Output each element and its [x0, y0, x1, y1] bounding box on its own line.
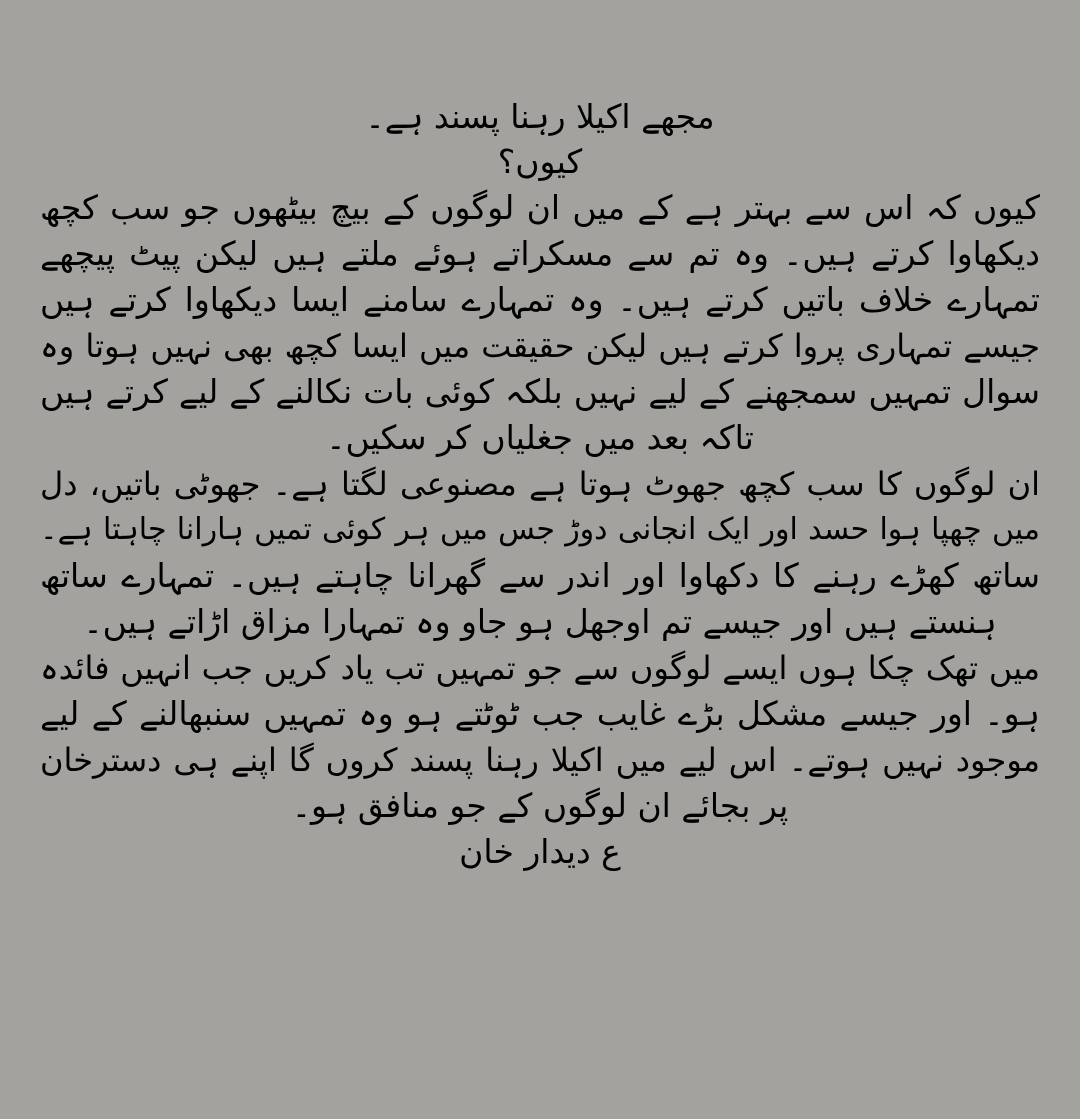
poem-line: ہو۔ اور جیسے مشکل بڑے غایب جب ٹوٹتے ہو وہ تمہیں سنبھالنے کے لیے: [40, 694, 1040, 733]
poem-line: پر بجائے ان لوگوں کے جو منافق ہو۔: [291, 786, 789, 825]
poem-signature: ع دیدار خان: [459, 832, 621, 871]
poem-line: میں تھک چکا ہوں ایسے لوگوں سے جو تمہیں تب یاد کریں جب انہیں فائدہ: [40, 649, 1040, 687]
poem-line: تمہارے خلاف باتیں کرتے ہیں۔ وہ تمہارے سامنے ایسا دیکھاوا کرتے ہیں: [40, 280, 1040, 319]
poem-line: ساتھ کھڑے رہنے کا دکھاوا اور اندر سے گھرانا چاہتے ہیں۔ تمہارے ساتھ: [40, 556, 1040, 595]
poem-question: کیوں؟: [497, 142, 583, 181]
poem-line: موجود نہیں ہوتے۔ اس لیے میں اکیلا رہنا پسند کروں گا اپنے ہی دسترخان: [40, 741, 1040, 779]
poem-line: دیکھاوا کرتے ہیں۔ وہ تم سے مسکراتے ہوئے ملتے ہیں لیکن پیٹ پیچھے: [40, 234, 1040, 273]
poem-line: تاکہ بعد میں جغلیاں کر سکیں۔: [326, 418, 754, 457]
poem-line: کیوں کہ اس سے بہتر ہے کے میں ان لوگوں کے بیچ بیٹھوں جو سب کچھ: [40, 188, 1040, 227]
poem-line: جیسے تمہاری پروا کرتے ہیں لیکن حقیقت میں ایسا کچھ بھی نہیں ہوتا وہ: [40, 327, 1040, 365]
poem-line: ہنستے ہیں اور جیسے تم اوجھل ہو جاو وہ تمہارا مزاق اڑاتے ہیں۔: [83, 602, 997, 641]
poem-line: ان لوگوں کا سب کچھ جھوٹ ہوتا ہے مصنوعی لگتا ہے۔ جھوٹی باتیں، دل: [40, 465, 1040, 503]
poem-title: مجھے اکیلا رہنا پسند ہے۔: [365, 97, 715, 136]
poem-line: میں چھپا ہوا حسد اور ایک انجانی دوڑ جس میں ہر کوئی تمیں ہارانا چاہتا ہے۔: [40, 512, 1040, 547]
poem-line: سوال تمہیں سمجھنے کے لیے نہیں بلکہ کوئی بات نکالنے کے لیے کرتے ہیں: [40, 372, 1040, 411]
